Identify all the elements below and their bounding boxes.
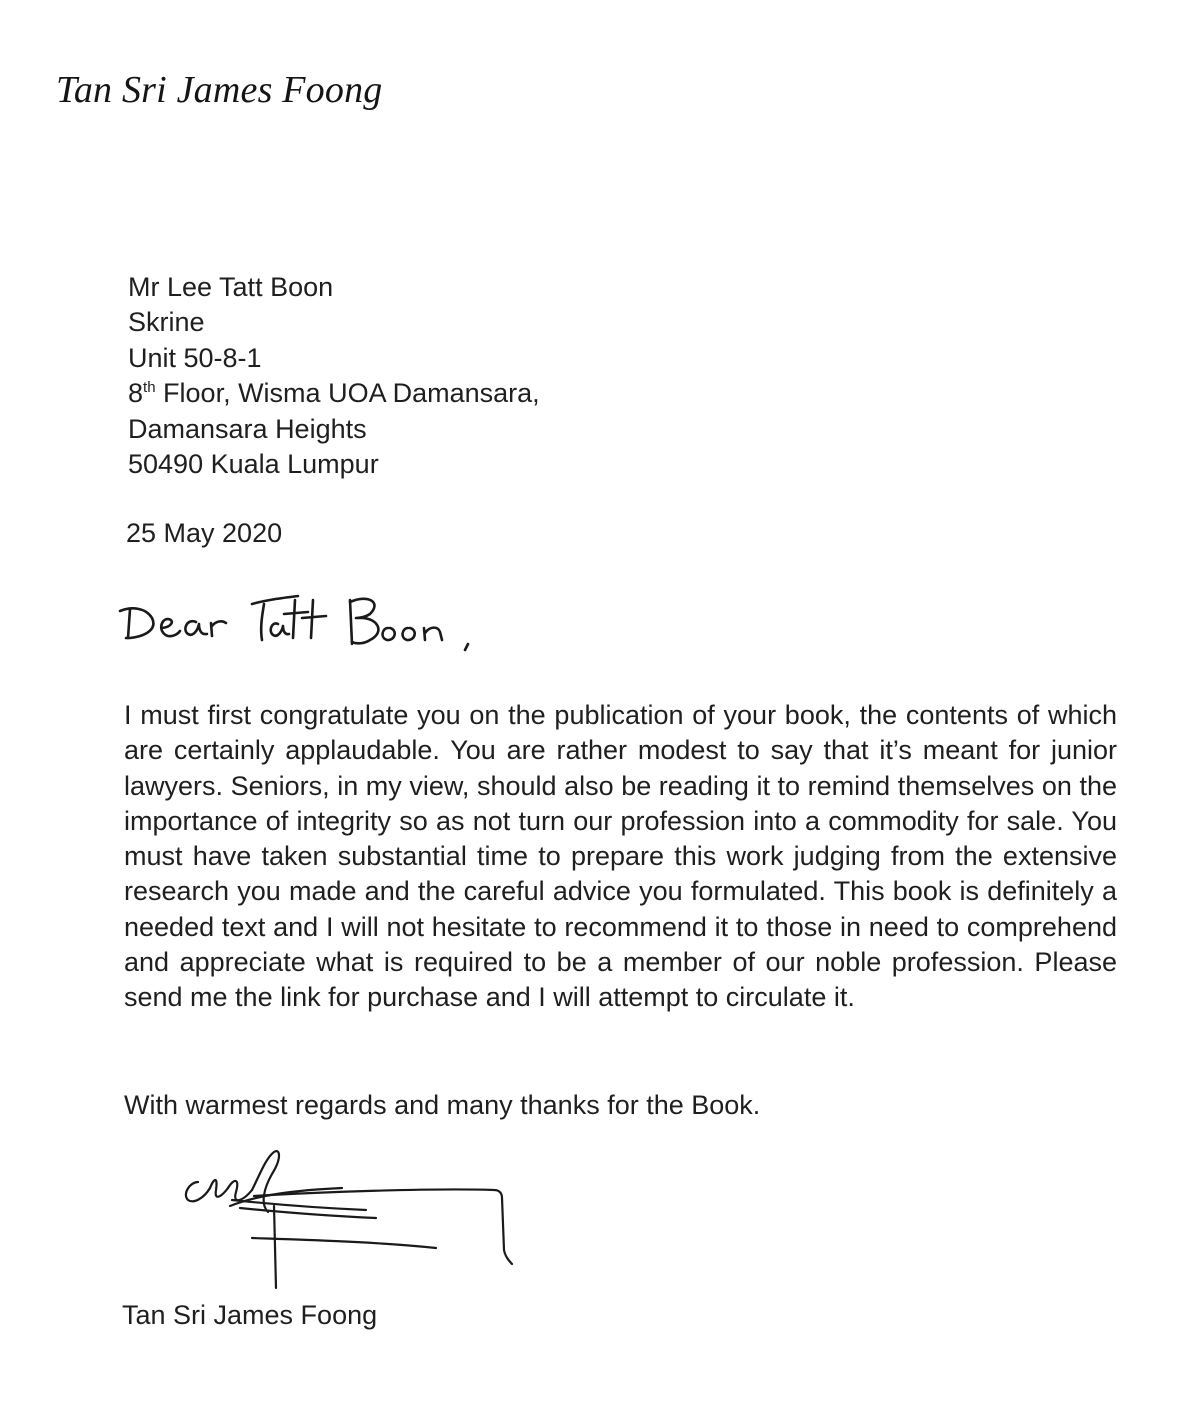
letter-date: 25 May 2020 [126,518,283,548]
letter-body: I must first congratulate you on the publication of your book, the contents of which are certainly applaudable. You are rather modest to say that it’s meant for junior lawyers. Seniors, in my view, should also be reading it to remind themselves on the importance of integrity so as not turn our profession into a commodity for sale. You must have taken substantial time to prepare this work judging from the extensive research you made and the careful advice you formulated. This book is definitely a needed text and I will not hesitate to recommend it to those in need to comprehend and appreciate what is required to be a member of our noble profession. Please send me the link for purchase and I will attempt to circulate it. [124,700,1117,1013]
floor-number: 8 [128,378,144,409]
recipient-unit: Unit 50-8-1 [128,342,262,373]
handwritten-salutation [112,578,532,668]
letterhead-name: Tan Sri James Foong [56,69,383,111]
recipient-name: Mr Lee Tatt Boon [128,272,334,302]
recipient-firm: Skrine [128,307,205,338]
recipient-address [128,270,540,482]
recipient-floor [128,376,540,411]
recipient-city: 50490 Kuala Lumpur [128,449,379,480]
floor-rest: Floor, Wisma UOA Damansara, [155,378,540,409]
floor-suffix: th [143,379,156,397]
recipient-area: Damansara Heights [128,413,367,444]
closing-line: With warmest regards and many thanks for the Book. [124,1090,761,1120]
signatory-name: Tan Sri James Foong [122,1300,378,1330]
handwritten-signature [170,1148,520,1298]
